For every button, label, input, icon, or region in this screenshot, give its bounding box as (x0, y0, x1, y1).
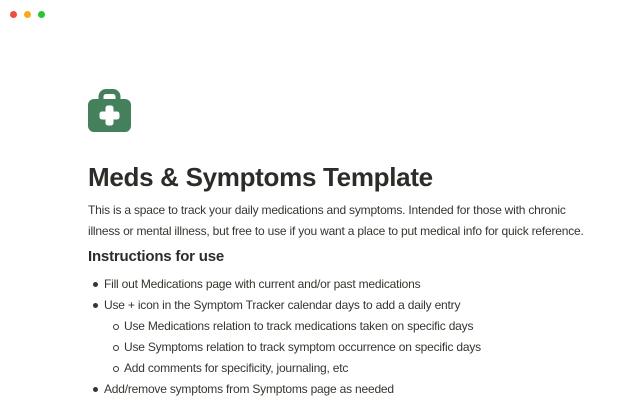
bullet-disc-icon (93, 387, 98, 392)
list-item[interactable] (88, 274, 566, 295)
list-item[interactable] (88, 316, 566, 337)
list-item-label: Use Symptoms relation to track symptom occurrence on specific days (124, 340, 481, 354)
bullet-circle-icon (113, 366, 119, 372)
description-line: This is a space to track your daily medications and symptoms. Intended for those with chronic (88, 203, 566, 217)
bullet-circle-icon (113, 324, 119, 330)
maximize-button[interactable] (38, 11, 45, 18)
list-item-label: Add comments for specificity, journaling, etc (124, 361, 349, 375)
list-item[interactable] (88, 358, 566, 379)
description-line: illness or mental illness, but free to use if you want a place to put medical info for quick reference. (88, 224, 584, 238)
list-item[interactable] (88, 337, 566, 358)
list-item-label: Fill out Medications page with current and/or past medications (104, 277, 421, 291)
list-item-label: Use + icon in the Symptom Tracker calendar days to add a daily entry (104, 298, 461, 312)
close-button[interactable] (10, 11, 17, 18)
instructions-list (88, 274, 566, 400)
list-item-label: Add/remove symptoms from Symptoms page as needed (104, 382, 394, 396)
page-content (88, 0, 584, 400)
minimize-button[interactable] (24, 11, 31, 18)
list-item[interactable] (88, 379, 566, 400)
section-heading[interactable]: Instructions for use (88, 248, 225, 265)
window-controls (10, 11, 45, 18)
list-item-label: Use Medications relation to track medications taken on specific days (124, 319, 474, 333)
list-item[interactable] (88, 295, 566, 316)
first-aid-kit-icon[interactable] (88, 89, 131, 132)
page-title[interactable]: Meds & Symptoms Template (88, 162, 433, 192)
bullet-circle-icon (113, 345, 119, 351)
page-description[interactable] (88, 200, 584, 242)
bullet-disc-icon (93, 282, 98, 287)
bullet-disc-icon (93, 303, 98, 308)
